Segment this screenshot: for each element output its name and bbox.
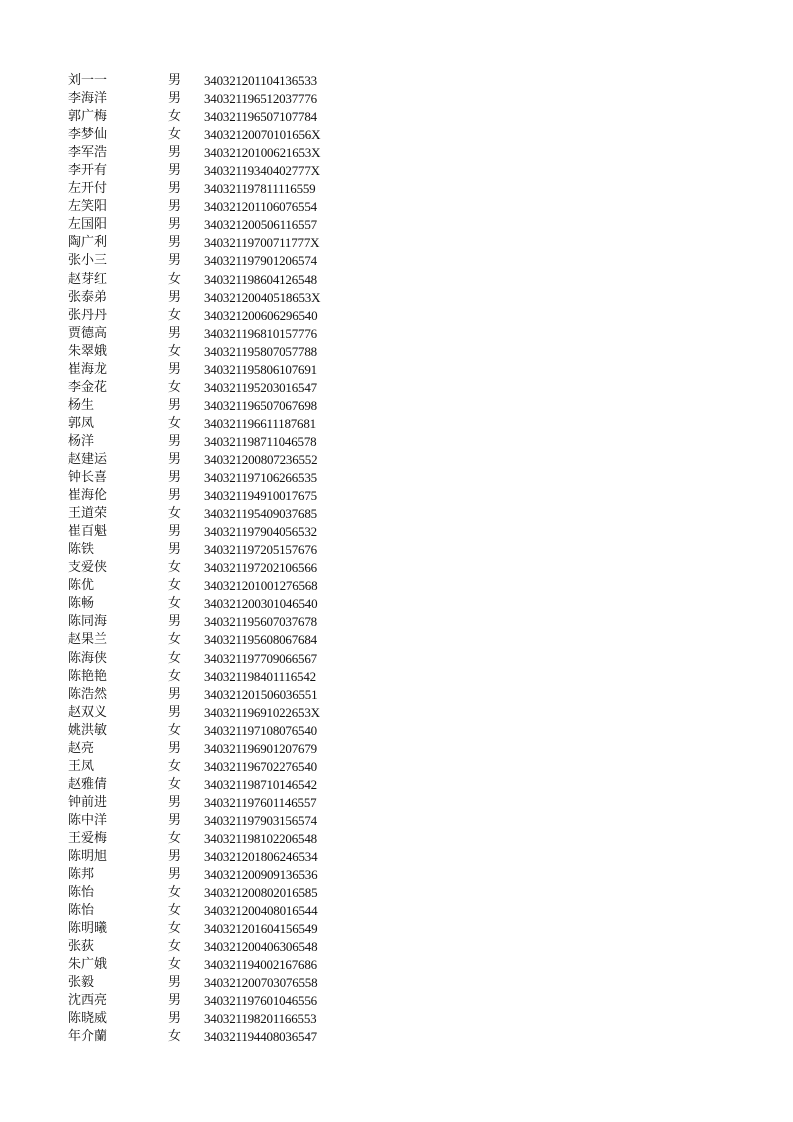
person-gender: 男 bbox=[168, 73, 182, 88]
person-gender: 男 bbox=[168, 993, 182, 1009]
person-id-number: 34032120100621653X bbox=[204, 145, 321, 161]
table-row bbox=[68, 361, 368, 379]
person-gender: 男 bbox=[168, 235, 182, 251]
person-gender: 男 bbox=[168, 542, 182, 558]
table-row bbox=[68, 830, 368, 848]
table-row bbox=[68, 108, 368, 126]
table-row bbox=[68, 162, 368, 180]
table-row bbox=[68, 704, 368, 722]
person-id-number: 34032119340402777X bbox=[204, 163, 320, 179]
person-name: 陈明曦 bbox=[68, 921, 108, 937]
person-gender: 男 bbox=[168, 849, 182, 865]
person-id-number: 340321196901207679 bbox=[204, 740, 317, 756]
person-name: 赵芽红 bbox=[68, 271, 108, 287]
table-row bbox=[68, 866, 368, 884]
person-name: 赵果兰 bbox=[68, 632, 108, 648]
person-id-number: 34032119691022653X bbox=[204, 704, 320, 720]
person-id-number: 340321200909136536 bbox=[204, 867, 318, 883]
person-id-number: 340321197106266535 bbox=[204, 470, 317, 486]
person-gender: 男 bbox=[168, 433, 182, 449]
person-name: 杨生 bbox=[68, 397, 95, 413]
person-gender: 男 bbox=[168, 524, 182, 540]
person-gender: 女 bbox=[168, 921, 182, 937]
person-id-number: 340321200606296540 bbox=[204, 307, 318, 323]
person-name: 陈怡 bbox=[68, 903, 95, 919]
table-row bbox=[68, 90, 368, 108]
table-row bbox=[68, 992, 368, 1010]
person-gender: 男 bbox=[168, 812, 182, 828]
table-row bbox=[68, 650, 368, 668]
person-gender: 女 bbox=[168, 957, 182, 973]
person-id-number: 340321201604156549 bbox=[204, 921, 318, 937]
table-row bbox=[68, 974, 368, 992]
person-name: 张荻 bbox=[68, 939, 95, 955]
person-gender: 男 bbox=[168, 181, 182, 197]
person-gender: 男 bbox=[168, 1011, 182, 1027]
person-name: 李金花 bbox=[68, 379, 108, 395]
table-row bbox=[68, 1010, 368, 1028]
person-id-number: 340321201106076554 bbox=[204, 199, 317, 215]
table-row bbox=[68, 307, 368, 325]
person-gender: 男 bbox=[168, 199, 182, 215]
person-gender: 男 bbox=[168, 867, 182, 883]
table-row bbox=[68, 884, 368, 902]
person-name: 陈晓威 bbox=[68, 1011, 108, 1027]
table-row bbox=[68, 180, 368, 198]
table-row bbox=[68, 668, 368, 686]
person-name: 杨洋 bbox=[68, 433, 95, 449]
table-row bbox=[68, 289, 368, 307]
person-gender: 女 bbox=[168, 343, 182, 359]
person-id-number: 340321196512037776 bbox=[204, 91, 317, 107]
person-id-number: 340321200506116557 bbox=[204, 217, 317, 233]
person-id-number: 340321196810157776 bbox=[204, 325, 317, 341]
person-name: 陶广利 bbox=[68, 235, 108, 251]
person-name: 陈邦 bbox=[68, 867, 95, 883]
table-row bbox=[68, 776, 368, 794]
person-id-number: 340321200301046540 bbox=[204, 596, 318, 612]
person-gender: 女 bbox=[168, 903, 182, 919]
table-row bbox=[68, 216, 368, 234]
table-row bbox=[68, 343, 368, 361]
table-row bbox=[68, 469, 368, 487]
person-gender: 男 bbox=[168, 397, 182, 413]
person-id-number: 340321196507107784 bbox=[204, 109, 317, 125]
person-id-number: 340321194002167686 bbox=[204, 957, 317, 973]
table-row bbox=[68, 433, 368, 451]
person-name: 陈铁 bbox=[68, 542, 95, 558]
person-name: 支爱侠 bbox=[68, 560, 108, 576]
person-id-number: 340321201506036551 bbox=[204, 686, 318, 702]
table-row bbox=[68, 740, 368, 758]
person-id-number: 340321198201166553 bbox=[204, 1011, 317, 1027]
table-row bbox=[68, 938, 368, 956]
person-id-number: 340321197108076540 bbox=[204, 722, 317, 738]
person-gender: 男 bbox=[168, 470, 182, 486]
table-row bbox=[68, 812, 368, 830]
table-row bbox=[68, 325, 368, 343]
person-id-number: 340321201001276568 bbox=[204, 578, 318, 594]
person-gender: 男 bbox=[168, 686, 182, 702]
person-id-number: 340321195608067684 bbox=[204, 632, 317, 648]
person-id-number: 340321200408016544 bbox=[204, 903, 318, 919]
person-id-number: 340321195806107691 bbox=[204, 361, 317, 377]
person-name: 钟长喜 bbox=[68, 470, 108, 486]
table-row bbox=[68, 252, 368, 270]
table-row bbox=[68, 198, 368, 216]
table-row bbox=[68, 451, 368, 469]
person-id-number: 340321197903156574 bbox=[204, 812, 317, 828]
table-row bbox=[68, 956, 368, 974]
person-id-number: 340321196702276540 bbox=[204, 758, 317, 774]
person-name: 王道荣 bbox=[68, 506, 108, 522]
table-row bbox=[68, 920, 368, 938]
person-name: 陈中洋 bbox=[68, 812, 108, 828]
table-row bbox=[68, 722, 368, 740]
person-name: 陈优 bbox=[68, 578, 95, 594]
person-id-number: 34032119700711777X bbox=[204, 235, 320, 251]
person-id-number: 340321198401116542 bbox=[204, 668, 316, 684]
person-id-number: 340321197601146557 bbox=[204, 794, 317, 810]
person-name: 李海洋 bbox=[68, 91, 108, 107]
person-gender: 女 bbox=[168, 830, 182, 846]
person-name: 刘一一 bbox=[68, 73, 108, 88]
person-id-number: 340321200703076558 bbox=[204, 975, 318, 991]
person-id-number: 340321200406306548 bbox=[204, 939, 318, 955]
table-row bbox=[68, 794, 368, 812]
roster-table bbox=[68, 72, 368, 1047]
table-row bbox=[68, 613, 368, 631]
person-gender: 男 bbox=[168, 704, 182, 720]
table-row bbox=[68, 595, 368, 613]
person-name: 左开付 bbox=[68, 181, 108, 197]
table-row bbox=[68, 397, 368, 415]
table-row bbox=[68, 126, 368, 144]
person-gender: 女 bbox=[168, 632, 182, 648]
person-id-number: 340321200802016585 bbox=[204, 885, 318, 901]
table-row bbox=[68, 505, 368, 523]
person-name: 陈畅 bbox=[68, 596, 95, 612]
person-id-number: 340321198102206548 bbox=[204, 830, 317, 846]
person-name: 崔海伦 bbox=[68, 488, 108, 504]
table-row bbox=[68, 1028, 368, 1046]
person-gender: 男 bbox=[168, 253, 182, 269]
person-gender: 女 bbox=[168, 885, 182, 901]
person-id-number: 340321196507067698 bbox=[204, 397, 317, 413]
person-gender: 女 bbox=[168, 127, 182, 143]
person-id-number: 340321200807236552 bbox=[204, 451, 318, 467]
person-id-number: 340321197904056532 bbox=[204, 524, 317, 540]
person-gender: 女 bbox=[168, 307, 182, 323]
person-gender: 女 bbox=[168, 415, 182, 431]
person-gender: 男 bbox=[168, 614, 182, 630]
person-name: 陈浩然 bbox=[68, 686, 108, 702]
person-id-number: 340321197202106566 bbox=[204, 560, 317, 576]
person-gender: 男 bbox=[168, 91, 182, 107]
person-name: 赵双义 bbox=[68, 704, 108, 720]
person-gender: 男 bbox=[168, 794, 182, 810]
person-id-number: 340321197601046556 bbox=[204, 993, 317, 1009]
person-gender: 女 bbox=[168, 939, 182, 955]
person-name: 沈西亮 bbox=[68, 993, 108, 1009]
person-id-number: 340321197901206574 bbox=[204, 253, 317, 269]
person-id-number: 340321195807057788 bbox=[204, 343, 317, 359]
person-name: 崔海龙 bbox=[68, 361, 108, 377]
person-gender: 女 bbox=[168, 758, 182, 774]
table-row bbox=[68, 487, 368, 505]
person-gender: 男 bbox=[168, 740, 182, 756]
person-gender: 女 bbox=[168, 109, 182, 125]
person-name: 赵雅倩 bbox=[68, 776, 108, 792]
table-row bbox=[68, 234, 368, 252]
person-name: 张毅 bbox=[68, 975, 95, 991]
person-name: 郭广梅 bbox=[68, 109, 108, 125]
person-id-number: 340321198711046578 bbox=[204, 433, 317, 449]
person-id-number: 340321196611187681 bbox=[204, 415, 316, 431]
person-gender: 男 bbox=[168, 289, 182, 305]
person-gender: 女 bbox=[168, 1029, 182, 1045]
person-id-number: 34032120040518653X bbox=[204, 289, 321, 305]
person-name: 赵亮 bbox=[68, 740, 95, 756]
person-id-number: 340321194408036547 bbox=[204, 1029, 317, 1045]
person-gender: 女 bbox=[168, 379, 182, 395]
person-gender: 女 bbox=[168, 506, 182, 522]
person-name: 李梦仙 bbox=[68, 127, 108, 143]
table-row bbox=[68, 559, 368, 577]
person-id-number: 340321201806246534 bbox=[204, 849, 318, 865]
person-name: 李军浩 bbox=[68, 145, 108, 161]
person-name: 陈明旭 bbox=[68, 849, 108, 865]
person-name: 王爱梅 bbox=[68, 830, 108, 846]
person-gender: 男 bbox=[168, 488, 182, 504]
table-row bbox=[68, 902, 368, 920]
person-id-number: 340321194910017675 bbox=[204, 488, 317, 504]
person-id-number: 340321195607037678 bbox=[204, 614, 317, 630]
person-name: 贾德高 bbox=[68, 325, 108, 341]
person-gender: 男 bbox=[168, 325, 182, 341]
person-gender: 女 bbox=[168, 722, 182, 738]
person-name: 陈海侠 bbox=[68, 650, 108, 666]
person-name: 郭凤 bbox=[68, 415, 95, 431]
person-id-number: 340321197709066567 bbox=[204, 650, 317, 666]
person-name: 朱广娥 bbox=[68, 957, 108, 973]
person-name: 姚洪敏 bbox=[68, 722, 108, 738]
person-gender: 女 bbox=[168, 650, 182, 666]
person-gender: 女 bbox=[168, 578, 182, 594]
table-row bbox=[68, 415, 368, 433]
table-row bbox=[68, 631, 368, 649]
person-name: 陈艳艳 bbox=[68, 668, 108, 684]
person-gender: 男 bbox=[168, 451, 182, 467]
table-row bbox=[68, 271, 368, 289]
table-row bbox=[68, 577, 368, 595]
table-row bbox=[68, 72, 368, 90]
person-name: 张泰弟 bbox=[68, 289, 108, 305]
table-row bbox=[68, 541, 368, 559]
person-name: 钟前进 bbox=[68, 794, 108, 810]
person-gender: 男 bbox=[168, 163, 182, 179]
person-name: 左国阳 bbox=[68, 217, 108, 233]
person-gender: 女 bbox=[168, 776, 182, 792]
table-row bbox=[68, 758, 368, 776]
person-gender: 男 bbox=[168, 975, 182, 991]
person-name: 李开有 bbox=[68, 163, 108, 179]
person-gender: 女 bbox=[168, 668, 182, 684]
table-row bbox=[68, 144, 368, 162]
person-name: 陈同海 bbox=[68, 614, 108, 630]
person-gender: 男 bbox=[168, 361, 182, 377]
person-id-number: 340321198604126548 bbox=[204, 271, 317, 287]
table-row bbox=[68, 379, 368, 397]
person-gender: 女 bbox=[168, 560, 182, 576]
table-row bbox=[68, 523, 368, 541]
person-name: 张小三 bbox=[68, 253, 108, 269]
person-name: 左笑阳 bbox=[68, 199, 108, 215]
person-id-number: 340321195409037685 bbox=[204, 506, 317, 522]
person-gender: 女 bbox=[168, 271, 182, 287]
person-id-number: 340321195203016547 bbox=[204, 379, 317, 395]
person-id-number: 340321201104136533 bbox=[204, 73, 317, 88]
person-gender: 女 bbox=[168, 596, 182, 612]
person-id-number: 340321197811116559 bbox=[204, 181, 316, 197]
table-row bbox=[68, 848, 368, 866]
person-id-number: 340321197205157676 bbox=[204, 542, 317, 558]
person-gender: 男 bbox=[168, 145, 182, 161]
person-name: 王凤 bbox=[68, 758, 95, 774]
person-name: 朱翠娥 bbox=[68, 343, 108, 359]
table-row bbox=[68, 686, 368, 704]
person-name: 张丹丹 bbox=[68, 307, 108, 323]
person-gender: 男 bbox=[168, 217, 182, 233]
person-name: 崔百魁 bbox=[68, 524, 108, 540]
person-id-number: 34032120070101656X bbox=[204, 127, 321, 143]
person-name: 年介蘭 bbox=[68, 1029, 108, 1045]
person-name: 陈怡 bbox=[68, 885, 95, 901]
person-id-number: 340321198710146542 bbox=[204, 776, 317, 792]
person-name: 赵建运 bbox=[68, 451, 108, 467]
